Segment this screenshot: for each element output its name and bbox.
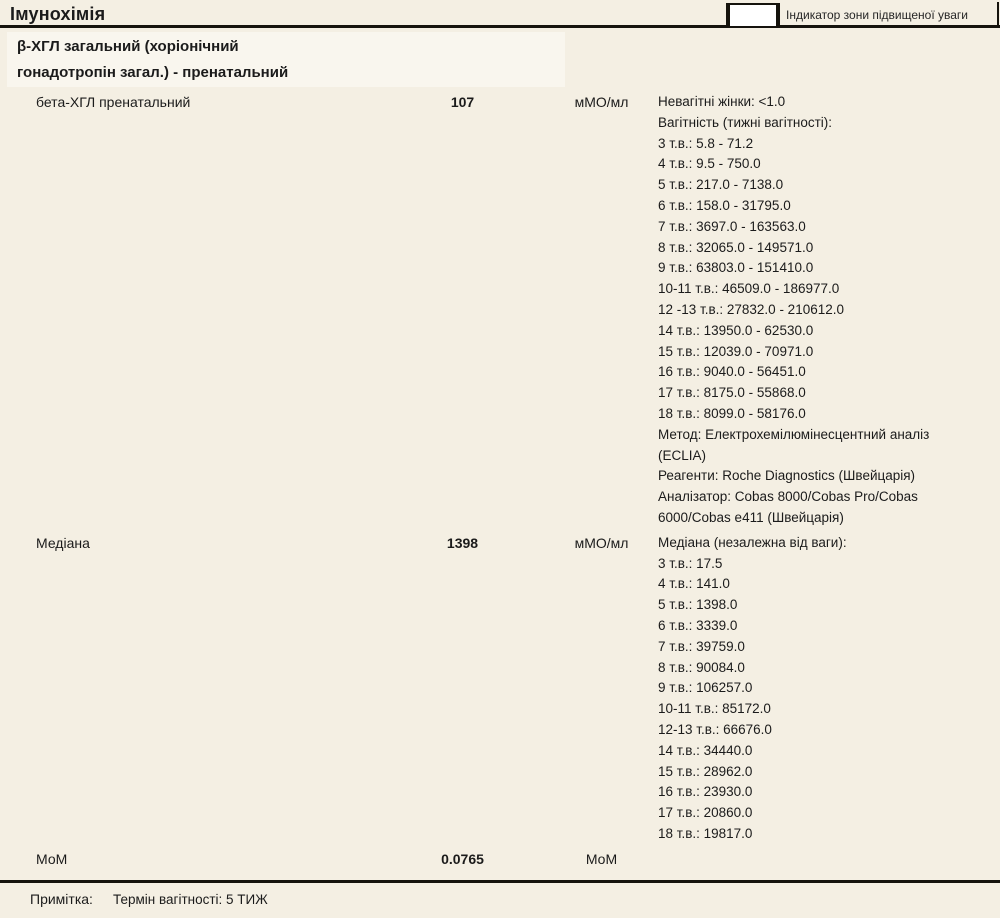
result-value: 107 xyxy=(450,94,475,110)
note-label: Примітка: xyxy=(30,890,93,907)
reference-line: 9 т.в.: 106257.0 xyxy=(658,680,753,696)
reference-line: 12-13 т.в.: 66676.0 xyxy=(658,721,772,737)
reference-range xyxy=(658,849,978,870)
attention-zone-legend xyxy=(726,2,968,28)
reference-line: 18 т.в.: 8099.0 - 58176.0 xyxy=(658,405,806,421)
reference-line: 10-11 т.в.: 85172.0 xyxy=(658,701,771,717)
reference-line: 15 т.в.: 28962.0 xyxy=(658,763,753,779)
reference-line: Невагітні жінки: <1.0 xyxy=(658,94,786,109)
reference-line: Реагенти: Roche Diagnostics (Швейцарія) xyxy=(658,468,916,484)
result-value: 0.0765 xyxy=(441,850,484,867)
reference-line: Вагітність (тижні вагітності): xyxy=(658,114,833,130)
test-group-title xyxy=(7,32,565,87)
reference-range xyxy=(658,92,978,529)
reference-line: 12 -13 т.в.: 27832.0 - 210612.0 xyxy=(658,301,844,317)
test-group-title-line2: гонадотропін загал.) - пренатальний xyxy=(17,64,289,81)
reference-line: 8 т.в.: 90084.0 xyxy=(658,659,745,675)
result-row-median xyxy=(0,533,1000,845)
result-unit: мМО/мл xyxy=(574,534,629,551)
reference-line: 6 т.в.: 3339.0 xyxy=(658,617,738,633)
reference-line: 8 т.в.: 32065.0 - 149571.0 xyxy=(658,239,814,255)
reference-line: 17 т.в.: 8175.0 - 55868.0 xyxy=(658,385,806,401)
reference-line: 3 т.в.: 17.5 xyxy=(658,555,723,571)
reference-line: 5 т.в.: 1398.0 xyxy=(658,597,738,613)
reference-line: 14 т.в.: 13950.0 - 62530.0 xyxy=(658,322,814,338)
result-row-beta-hcg xyxy=(0,92,1000,529)
reference-line: Аналізатор: Cobas 8000/Cobas Pro/Cobas xyxy=(658,489,918,505)
reference-line: 9 т.в.: 63803.0 - 151410.0 xyxy=(658,260,814,276)
analyte-name: Медіана xyxy=(36,534,90,551)
reference-line: (ECLIA) xyxy=(658,447,707,463)
page-title: Імунохімія xyxy=(10,4,106,24)
note-text: Термін вагітності: 5 ТИЖ xyxy=(113,891,268,907)
header-right-rule xyxy=(997,2,999,28)
result-unit: мМО/мл xyxy=(574,94,629,110)
result-unit: МоМ xyxy=(585,850,618,867)
reference-line: 15 т.в.: 12039.0 - 70971.0 xyxy=(658,343,814,359)
reference-line: 5 т.в.: 217.0 - 7138.0 xyxy=(658,177,784,193)
reference-line: Медіана (незалежна від ваги): xyxy=(658,534,847,550)
reference-line: 6000/Cobas e411 (Швейцарія) xyxy=(658,509,844,525)
report-footer xyxy=(0,880,1000,907)
analyte-name: МоМ xyxy=(36,850,68,867)
note-row xyxy=(0,883,1000,907)
reference-line: 7 т.в.: 39759.0 xyxy=(658,638,745,654)
analyte-name: бета-ХГЛ пренатальний xyxy=(36,94,191,110)
reference-line: 18 т.в.: 19817.0 xyxy=(658,825,753,841)
reference-line: 4 т.в.: 141.0 xyxy=(658,576,730,592)
legend-label: Індикатор зони підвищеної уваги xyxy=(786,8,968,22)
result-row-mom xyxy=(0,849,1000,870)
reference-line: 14 т.в.: 34440.0 xyxy=(658,742,753,758)
report-header xyxy=(0,0,1000,28)
reference-line: 4 т.в.: 9.5 - 750.0 xyxy=(658,156,761,172)
attention-zone-indicator-icon xyxy=(726,3,780,28)
reference-line: Метод: Електрохемілюмінесцентний аналіз xyxy=(658,426,930,442)
test-group-title-line1: β-ХГЛ загальний (хоріонічний xyxy=(17,38,239,55)
reference-line: 7 т.в.: 3697.0 - 163563.0 xyxy=(658,218,806,234)
reference-line: 6 т.в.: 158.0 - 31795.0 xyxy=(658,197,791,213)
reference-line: 17 т.в.: 20860.0 xyxy=(658,805,753,821)
reference-range xyxy=(658,533,978,845)
result-value: 1398 xyxy=(446,534,479,551)
reference-line: 10-11 т.в.: 46509.0 - 186977.0 xyxy=(658,281,840,297)
swatch-right-bar xyxy=(777,3,780,28)
reference-line: 16 т.в.: 23930.0 xyxy=(658,784,753,800)
results-table xyxy=(0,92,1000,869)
swatch-fill xyxy=(729,3,777,28)
reference-line: 3 т.в.: 5.8 - 71.2 xyxy=(658,135,754,151)
reference-line: 16 т.в.: 9040.0 - 56451.0 xyxy=(658,364,806,380)
